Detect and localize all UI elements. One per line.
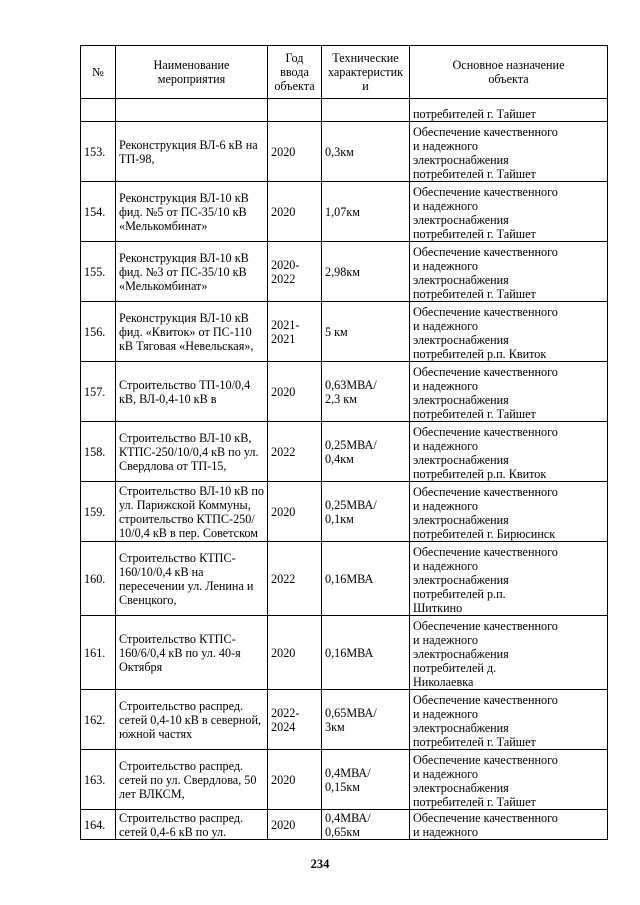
purpose-cell: Обеспечение качественного и надежного электроснабжения потребителей г. Тайшет	[410, 690, 608, 750]
technical-specs-cell: 0,3км	[322, 122, 410, 182]
row-number-cell: 156.	[81, 302, 116, 362]
commission-year-cell: 2022	[268, 542, 322, 616]
technical-specs-cell: 0,4МВА/ 0,65км	[322, 810, 410, 840]
purpose-cell: Обеспечение качественного и надежного электроснабжения потребителей г. Тайшет	[410, 750, 608, 810]
row-number-cell: 155.	[81, 242, 116, 302]
continuation-num-cell	[81, 99, 116, 122]
purpose-cell: Обеспечение качественного и надежного электроснабжения потребителей г. Тайшет	[410, 242, 608, 302]
row-number-cell: 158.	[81, 422, 116, 482]
technical-specs-cell: 5 км	[322, 302, 410, 362]
measure-name-cell: Реконструкция ВЛ-10 кВ фид. «Квиток» от ПС-110 кВ Тяговая «Невельская»,	[116, 302, 268, 362]
row-number-cell: 160.	[81, 542, 116, 616]
page-number: 234	[310, 857, 330, 871]
purpose-cell: Обеспечение качественного и надежного электроснабжения потребителей г. Тайшет	[410, 122, 608, 182]
commission-year-cell: 2020	[268, 616, 322, 690]
table-row	[81, 122, 608, 182]
commission-year-cell: 2020	[268, 182, 322, 242]
purpose-cell: Обеспечение качественного и надежного электроснабжения потребителей р.п. Квиток	[410, 422, 608, 482]
measure-name-cell: Строительство распред. сетей 0,4-6 кВ по ул.	[116, 810, 268, 840]
measure-name-cell: Строительство ВЛ-10 кВ, КТПС-250/10/0,4 кВ по ул. Свердлова от ТП-15,	[116, 422, 268, 482]
commission-year-cell: 2020- 2022	[268, 242, 322, 302]
technical-specs-cell: 0,25МВА/ 0,1км	[322, 482, 410, 542]
row-number-cell: 164.	[81, 810, 116, 840]
row-number-cell: 161.	[81, 616, 116, 690]
continuation-purpose-cell: потребителей г. Тайшет	[410, 99, 608, 122]
continuation-tech-cell	[322, 99, 410, 122]
measure-name-cell: Строительство КТПС- 160/6/0,4 кВ по ул. 40-я Октября	[116, 616, 268, 690]
header-year: Год ввода объекта	[268, 46, 322, 99]
technical-specs-cell: 0,4МВА/ 0,15км	[322, 750, 410, 810]
measure-name-cell: Строительство ВЛ-10 кВ по ул. Парижской Коммуны, строительство КТПС-250/ 10/0,4 кВ в пер. Советском	[116, 482, 268, 542]
commission-year-cell: 2022- 2024	[268, 690, 322, 750]
table-row	[81, 362, 608, 422]
commission-year-cell: 2020	[268, 482, 322, 542]
measure-name-cell: Реконструкция ВЛ-10 кВ фид. №3 от ПС-35/10 кВ «Мелькомбинат»	[116, 242, 268, 302]
measure-name-cell: Строительство ТП-10/0,4 кВ, ВЛ-0,4-10 кВ в	[116, 362, 268, 422]
technical-specs-cell: 0,63МВА/ 2,3 км	[322, 362, 410, 422]
technical-specs-cell: 0,65МВА/ 3км	[322, 690, 410, 750]
measure-name-cell: Строительство КТПС- 160/10/0,4 кВ на пересечении ул. Ленина и Свенцкого,	[116, 542, 268, 616]
table-row	[81, 810, 608, 840]
row-number-cell: 153.	[81, 122, 116, 182]
table-row	[81, 482, 608, 542]
header-number: №	[81, 46, 116, 99]
purpose-cell: Обеспечение качественного и надежного	[410, 810, 608, 840]
commission-year-cell: 2020	[268, 750, 322, 810]
purpose-cell: Обеспечение качественного и надежного электроснабжения потребителей р.п. Квиток	[410, 302, 608, 362]
technical-specs-cell: 0,16МВА	[322, 616, 410, 690]
measure-name-cell: Строительство распред. сетей по ул. Свердлова, 50 лет ВЛКСМ,	[116, 750, 268, 810]
commission-year-cell: 2020	[268, 362, 322, 422]
table-row	[81, 616, 608, 690]
continuation-name-cell	[116, 99, 268, 122]
commission-year-cell: 2021- 2021	[268, 302, 322, 362]
row-number-cell: 159.	[81, 482, 116, 542]
technical-specs-cell: 2,98км	[322, 242, 410, 302]
table-row	[81, 422, 608, 482]
table-header-row	[81, 46, 608, 99]
table-row	[81, 302, 608, 362]
purpose-cell: Обеспечение качественного и надежного электроснабжения потребителей г. Тайшет	[410, 362, 608, 422]
technical-specs-cell: 0,16МВА	[322, 542, 410, 616]
technical-specs-cell: 0,25МВА/ 0,4км	[322, 422, 410, 482]
commission-year-cell: 2022	[268, 422, 322, 482]
measure-name-cell: Реконструкция ВЛ-6 кВ на ТП-98,	[116, 122, 268, 182]
row-number-cell: 162.	[81, 690, 116, 750]
purpose-cell: Обеспечение качественного и надежного электроснабжения потребителей д. Николаевка	[410, 616, 608, 690]
purpose-cell: Обеспечение качественного и надежного электроснабжения потребителей г. Тайшет	[410, 182, 608, 242]
purpose-cell: Обеспечение качественного и надежного электроснабжения потребителей г. Бирюсинск	[410, 482, 608, 542]
commission-year-cell: 2020	[268, 122, 322, 182]
continuation-row	[81, 99, 608, 122]
header-technical: Технические характеристик и	[322, 46, 410, 99]
header-name: Наименование мероприятия	[116, 46, 268, 99]
commission-year-cell: 2020	[268, 810, 322, 840]
measures-table	[80, 45, 608, 840]
table-row	[81, 690, 608, 750]
continuation-year-cell	[268, 99, 322, 122]
measure-name-cell: Строительство распред. сетей 0,4-10 кВ в северной, южной частях	[116, 690, 268, 750]
measure-name-cell: Реконструкция ВЛ-10 кВ фид. №5 от ПС-35/10 кВ «Мелькомбинат»	[116, 182, 268, 242]
table-row	[81, 750, 608, 810]
row-number-cell: 154.	[81, 182, 116, 242]
table-row	[81, 242, 608, 302]
row-number-cell: 163.	[81, 750, 116, 810]
table-row	[81, 182, 608, 242]
purpose-cell: Обеспечение качественного и надежного электроснабжения потребителей р.п. Шиткино	[410, 542, 608, 616]
technical-specs-cell: 1,07км	[322, 182, 410, 242]
header-purpose: Основное назначение объекта	[410, 46, 608, 99]
table-row	[81, 542, 608, 616]
row-number-cell: 157.	[81, 362, 116, 422]
